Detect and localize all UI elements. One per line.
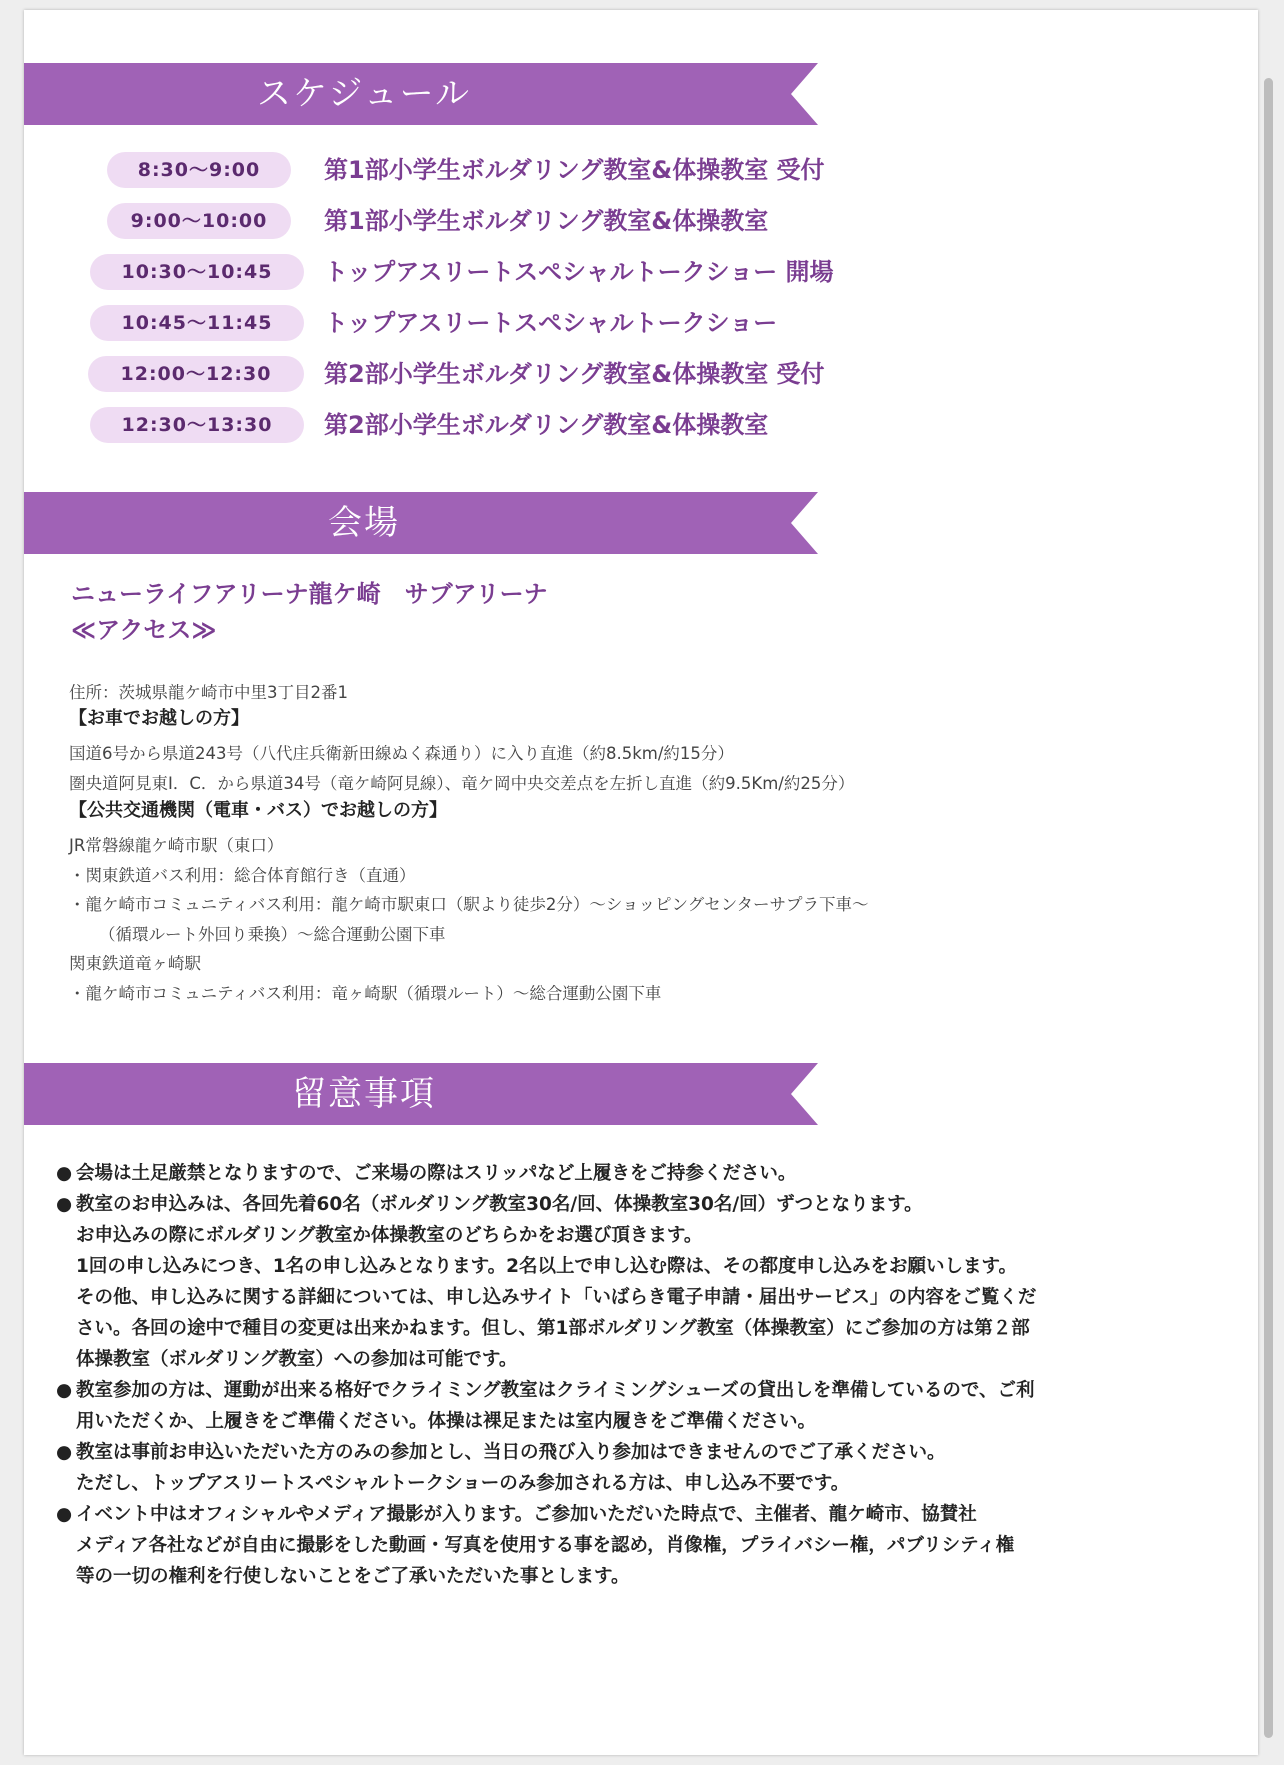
transit-access-line: ・関東鉄道バス利用：総合体育館行き（直通） — [69, 866, 416, 885]
notes-list — [56, 1158, 1236, 1592]
schedule-row — [24, 407, 1258, 443]
transit-access-heading: 【公共交通機関（電車・バス）でお越しの方】 — [69, 800, 447, 821]
schedule-row — [24, 305, 1258, 341]
note-item — [56, 1158, 1236, 1189]
bullet-icon: ● — [56, 1504, 73, 1525]
access-title: ≪アクセス≫ — [71, 616, 217, 644]
schedule-label: 第1部小学生ボルダリング教室&体操教室 受付 — [324, 156, 825, 184]
note-text: 教室は事前お申込いただいた方のみの参加とし、当日の飛び入り参加はできませんのでご了承ください。 — [76, 1442, 946, 1463]
transit-access-line: （循環ルート外回り乗換）〜総合運動公園下車 — [99, 925, 446, 944]
schedule-row — [24, 152, 1258, 188]
schedule-time-badge: 10:45〜11:45 — [90, 305, 304, 341]
venue-section-title: 会場 — [328, 503, 400, 543]
bullet-icon: ● — [56, 1380, 73, 1401]
car-access-line: 国道6号から県道243号（八代庄兵衛新田線ぬく森通り）に入り直進（約8.5km/約15分） — [69, 744, 734, 763]
notes-section-title: 留意事項 — [292, 1074, 436, 1114]
note-text: 1回の申し込みにつき、1名の申し込みとなります。2名以上で申し込む際は、その都度申し込みをお願いします。 — [76, 1256, 1018, 1277]
schedule-time-badge: 12:00〜12:30 — [88, 356, 304, 392]
note-text: お申込みの際にボルダリング教室か体操教室のどちらかをお選び頂きます。 — [76, 1225, 703, 1246]
schedule-row — [24, 203, 1258, 239]
schedule-label: 第2部小学生ボルダリング教室&体操教室 — [324, 411, 769, 439]
transit-access-line: ・龍ケ崎市コミュニティバス利用：龍ケ崎市駅東口（駅より徒歩2分）〜ショッピングセンターサプラ下車〜 — [69, 895, 869, 914]
car-access-heading: 【お車でお越しの方】 — [69, 708, 249, 729]
note-text: 教室のお申込みは、各回先着60名（ボルダリング教室30名/回、体操教室30名/回）ずつとなります。 — [76, 1194, 923, 1215]
note-text: 会場は土足厳禁となりますので、ご来場の際はスリッパなど上履きをご持参ください。 — [76, 1163, 797, 1184]
schedule-label: トップアスリートスペシャルトークショー 開場 — [324, 258, 834, 286]
schedule-label: トップアスリートスペシャルトークショー — [324, 309, 778, 337]
note-item — [56, 1499, 1236, 1592]
schedule-row — [24, 254, 1258, 290]
transit-access-line: ・龍ケ崎市コミュニティバス利用：竜ヶ崎駅（循環ルート）〜総合運動公園下車 — [69, 984, 662, 1003]
schedule-time-badge: 10:30〜10:45 — [90, 254, 304, 290]
bullet-icon: ● — [56, 1163, 73, 1184]
schedule-label: 第1部小学生ボルダリング教室&体操教室 — [324, 207, 769, 235]
note-text: 体操教室（ボルダリング教室）への参加は可能です。 — [76, 1349, 518, 1370]
transit-access-line: 関東鉄道竜ヶ崎駅 — [69, 954, 201, 973]
note-text: メディア各社などが自由に撮影をした動画・写真を使用する事を認め，肖像権，プライバシー権，パブリシティ権 — [76, 1535, 1015, 1556]
schedule-label: 第2部小学生ボルダリング教室&体操教室 受付 — [324, 360, 825, 388]
venue-name: ニューライフアリーナ龍ケ崎 サブアリーナ — [71, 580, 548, 608]
venue-address: 住所：茨城県龍ケ崎市中里3丁目2番1 — [69, 683, 348, 702]
bullet-icon: ● — [56, 1442, 73, 1463]
document-page — [24, 10, 1258, 1755]
bullet-icon: ● — [56, 1194, 73, 1215]
note-text: 用いただくか、上履きをご準備ください。体操は裸足または室内履きをご準備ください。 — [76, 1411, 817, 1432]
schedule-row — [24, 356, 1258, 392]
note-item — [56, 1375, 1236, 1437]
vertical-scrollbar[interactable] — [1264, 78, 1273, 1738]
car-access-line: 圏央道阿見東I．C．から県道34号（竜ケ崎阿見線）、竜ケ岡中央交差点を左折し直進（約9.5Km/約25分） — [69, 774, 855, 793]
note-text: イベント中はオフィシャルやメディア撮影が入ります。ご参加いただいた時点で、主催者、龍ケ崎市、協賛社 — [76, 1504, 977, 1525]
schedule-time-badge: 8:30〜9:00 — [107, 152, 291, 188]
schedule-time-badge: 12:30〜13:30 — [90, 407, 304, 443]
note-text: さい。各回の途中で種目の変更は出来かねます。但し、第1部ボルダリング教室（体操教室）にご参加の方は第２部 — [76, 1318, 1030, 1339]
note-text: ただし、トップアスリートスペシャルトークショーのみ参加される方は、申し込み不要です。 — [76, 1473, 850, 1494]
schedule-section-title: スケジュール — [257, 74, 471, 114]
note-text: その他、申し込みに関する詳細については、申し込みサイト「いばらき電子申請・届出サービス」の内容をご覧くだ — [76, 1287, 1037, 1308]
note-text: 等の一切の権利を行使しないことをご了承いただいた事とします。 — [76, 1566, 630, 1587]
note-item — [56, 1189, 1236, 1375]
transit-access-line: JR常磐線龍ケ崎市駅（東口） — [69, 836, 284, 855]
note-item — [56, 1437, 1236, 1499]
note-text: 教室参加の方は、運動が出来る格好でクライミング教室はクライミングシューズの貸出しを準備しているので、ご利 — [76, 1380, 1035, 1401]
schedule-time-badge: 9:00〜10:00 — [107, 203, 291, 239]
